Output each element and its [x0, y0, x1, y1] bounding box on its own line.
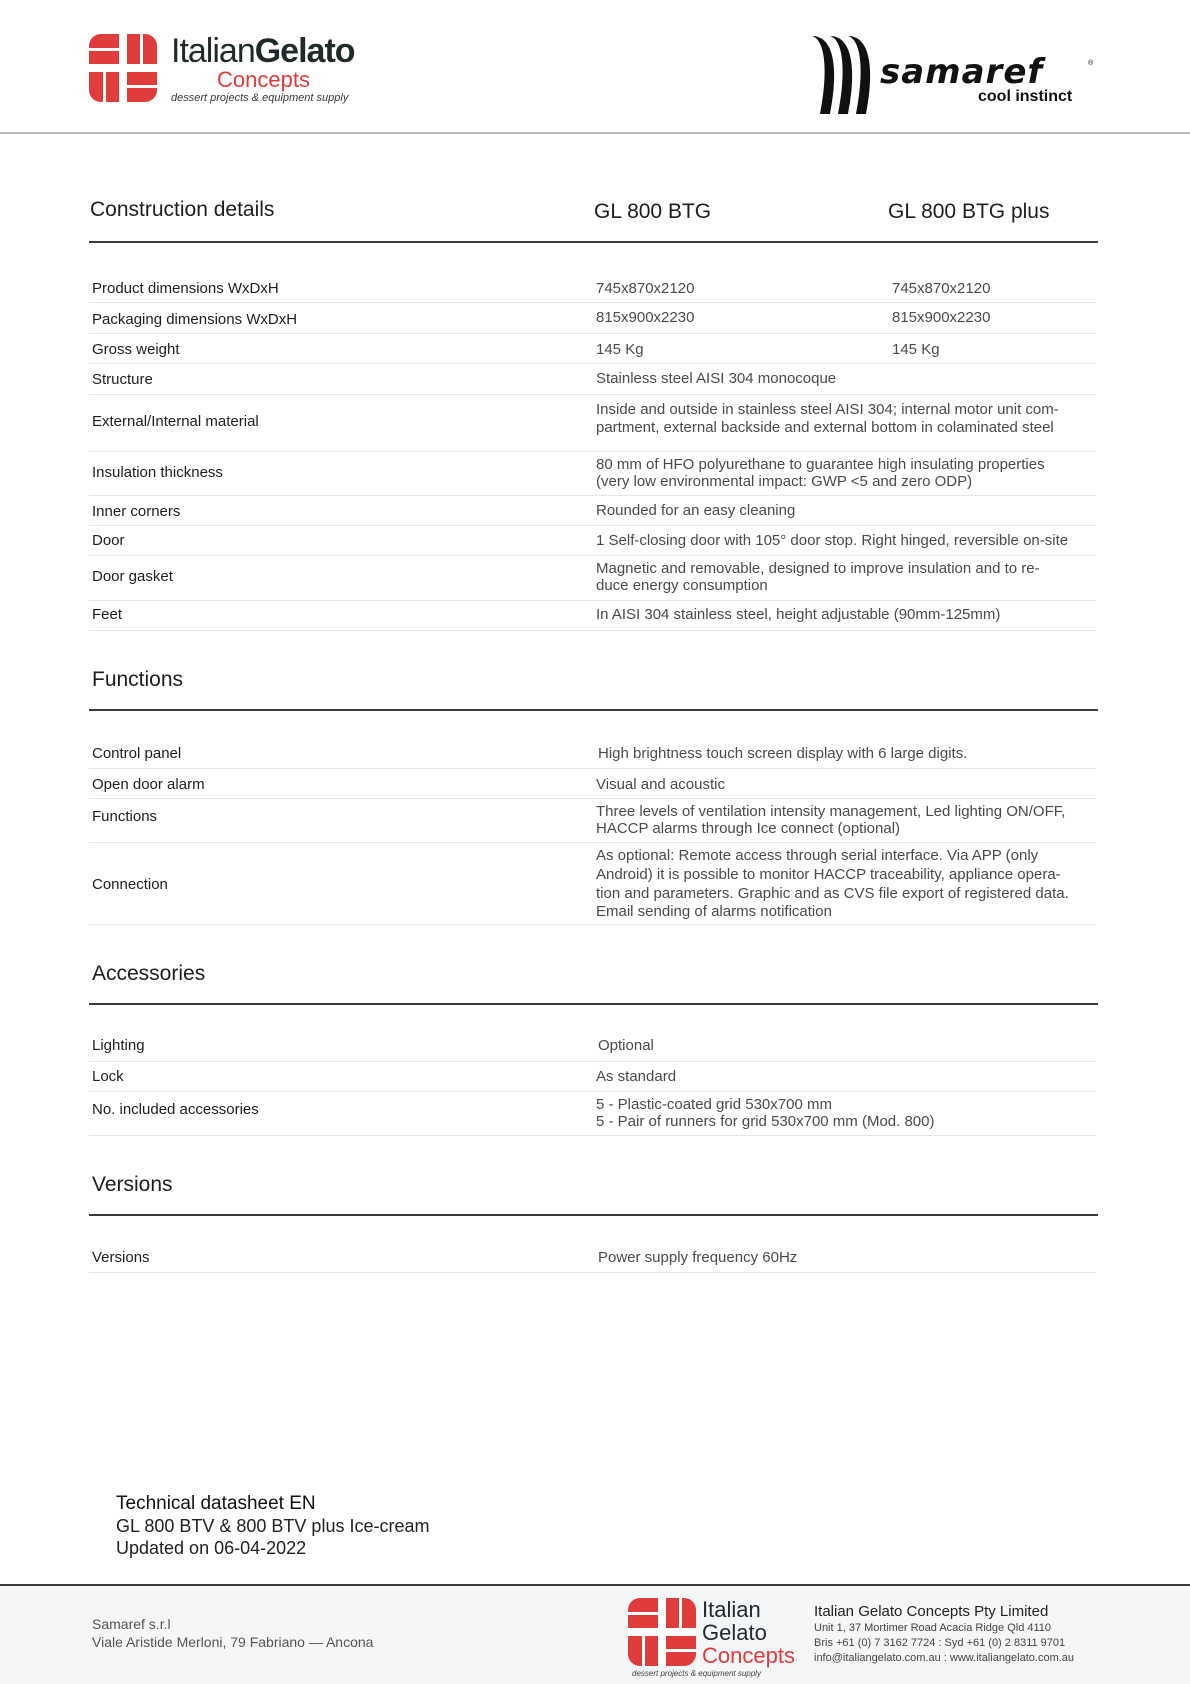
table-row [89, 273, 1096, 303]
footer-logo-word-gelato: Gelato [702, 1620, 767, 1645]
footer-logo-tagline: dessert projects & equipment supply [632, 1669, 761, 1678]
column-head-gl800btg-plus: GL 800 BTG plus [888, 200, 1050, 223]
table-row [89, 556, 1096, 601]
row-value-plus: 815x900x2230 [892, 309, 991, 326]
samaref-tagline: cool instinct [978, 88, 1073, 105]
table-row [89, 799, 1096, 843]
row-value-line4: Email sending of alarms notification [596, 903, 832, 920]
italian-gelato-logo-mark-icon [628, 1598, 696, 1666]
row-value-plus: 145 Kg [892, 341, 940, 358]
functions-table [89, 738, 1096, 925]
row-value-plus: 745x870x2120 [892, 280, 991, 297]
table-row [89, 738, 1096, 769]
logo-word-italian: Italian [171, 32, 255, 70]
row-label: Lock [92, 1068, 124, 1085]
page-header [0, 0, 1190, 134]
row-value-line2: 5 - Pair of runners for grid 530x700 mm (Mod. 800) [596, 1113, 935, 1130]
row-value: 5 - Plastic-coated grid 530x700 mm [596, 1096, 832, 1113]
row-value: Visual and acoustic [596, 776, 725, 793]
row-label: Connection [92, 876, 168, 893]
datasheet-title: Technical datasheet EN [116, 1493, 316, 1514]
datasheet-updated: Updated on 06-04-2022 [116, 1538, 307, 1558]
functions-title: Functions [92, 668, 184, 691]
table-row [89, 496, 1096, 526]
construction-table [89, 273, 1096, 631]
samaref-stripes-icon [808, 34, 878, 116]
row-value-line2: (very low environmental impact: GWP <5 and zero ODP) [596, 473, 973, 490]
versions-table [89, 1242, 1096, 1273]
row-value: As standard [596, 1068, 677, 1085]
table-row [89, 395, 1096, 452]
row-value: Power supply frequency 60Hz [598, 1249, 798, 1266]
contact-company: Italian Gelato Concepts Pty Limited [814, 1603, 1049, 1620]
construction-header-rule [89, 180, 1098, 243]
table-row [89, 303, 1096, 334]
accessories-title: Accessories [92, 962, 206, 985]
table-row [89, 1062, 1096, 1092]
italian-gelato-logo [89, 34, 355, 104]
row-value: 1 Self-closing door with 105° door stop. Right hinged, reversible on-site [596, 532, 1069, 549]
row-label: Insulation thickness [92, 464, 223, 481]
row-value: Optional [598, 1037, 654, 1054]
italian-gelato-logo-mark-icon [89, 34, 157, 102]
row-label: Structure [92, 371, 153, 388]
row-label: Control panel [92, 745, 182, 762]
column-head-gl800btg: GL 800 BTG [594, 200, 712, 223]
table-row [89, 769, 1096, 799]
row-label: No. included accessories [92, 1101, 259, 1118]
versions-title: Versions [92, 1173, 173, 1196]
row-value: Stainless steel AISI 304 monocoque [596, 370, 837, 387]
row-label: Lighting [92, 1037, 145, 1054]
logo-tagline: dessert projects & equipment supply [171, 92, 349, 104]
row-value: Inside and outside in stainless steel AISI 304; internal motor unit com- [596, 401, 1059, 418]
page-footer [0, 1584, 1190, 1684]
footer-logo-word-concepts: Concepts [702, 1643, 795, 1668]
samaref-street: Viale Aristide Merloni, 79 Fabriano — Ancona [92, 1634, 374, 1650]
contact-web: info@italiangelato.com.au : www.italiangelato.com.au [814, 1652, 1075, 1664]
samaref-wordmark: samaref [880, 52, 1044, 92]
row-value-line2: duce energy consumption [596, 577, 768, 594]
row-label: External/Internal material [92, 413, 259, 430]
row-value: 745x870x2120 [596, 280, 695, 297]
table-row [89, 364, 1096, 395]
table-row [89, 601, 1096, 631]
row-label: Door [92, 532, 125, 549]
row-value-line2: partment, external backside and external bottom in colaminated steel [596, 419, 1054, 436]
datasheet-info [116, 1493, 429, 1559]
accessories-header-rule [89, 954, 1098, 1005]
row-value-line2: HACCP alarms through Ice connect (optional) [596, 820, 901, 837]
table-row [89, 1031, 1096, 1062]
row-label: Product dimensions WxDxH [92, 280, 279, 297]
row-label: Versions [92, 1249, 150, 1266]
table-row [89, 334, 1096, 364]
samaref-company: Samaref s.r.l [92, 1616, 171, 1632]
accessories-table [89, 1031, 1096, 1136]
functions-header-rule [89, 660, 1098, 711]
logo-word-concepts: Concepts [217, 67, 310, 92]
contact-phones: Bris +61 (0) 7 3162 7724 : Syd +61 (0) 2 8311 9701 [814, 1637, 1066, 1649]
row-value: As optional: Remote access through serial interface. Via APP (only [596, 847, 1039, 864]
table-row [89, 526, 1096, 556]
samaref-address [92, 1615, 373, 1651]
registered-mark: ® [1088, 60, 1094, 67]
row-value-line3: tion and parameters. Graphic and as CVS file export of registered data. [596, 885, 1069, 902]
row-label: Inner corners [92, 503, 181, 520]
row-value-line2: Android) it is possible to monitor HACCP traceability, appliance opera- [596, 866, 1061, 883]
row-label: Feet [92, 606, 123, 623]
row-value: Rounded for an easy cleaning [596, 502, 796, 519]
row-value: Three levels of ventilation intensity management, Led lighting ON/OFF, [596, 803, 1066, 820]
footer-italian-gelato-logo [628, 1598, 798, 1678]
row-label: Open door alarm [92, 776, 205, 793]
row-value: 80 mm of HFO polyurethane to guarantee high insulating properties [596, 456, 1045, 473]
row-label: Functions [92, 808, 158, 825]
row-label: Gross weight [92, 341, 180, 358]
table-row [89, 1092, 1096, 1136]
row-value: Magnetic and removable, designed to improve insulation and to re- [596, 560, 1040, 577]
footer-logo-word-italian: Italian [702, 1597, 761, 1622]
table-row [89, 843, 1096, 925]
contact-address: Unit 1, 37 Mortimer Road Acacia Ridge Qld 4110 [814, 1622, 1052, 1634]
datasheet-model: GL 800 BTV & 800 BTV plus Ice-cream [116, 1516, 430, 1536]
italian-gelato-contact [814, 1603, 1074, 1666]
row-label: Door gasket [92, 568, 173, 585]
table-row [89, 452, 1096, 496]
construction-title: Construction details [90, 198, 275, 221]
samaref-logo [808, 34, 1093, 116]
row-value: In AISI 304 stainless steel, height adjustable (90mm-125mm) [596, 606, 1001, 623]
logo-word-gelato: Gelato [254, 32, 355, 70]
row-label: Packaging dimensions WxDxH [92, 311, 298, 328]
row-value: 815x900x2230 [596, 309, 695, 326]
row-value: 145 Kg [596, 341, 644, 358]
row-value: High brightness touch screen display with 6 large digits. [598, 745, 968, 762]
table-row [89, 1242, 1096, 1273]
versions-header-rule [89, 1165, 1098, 1216]
